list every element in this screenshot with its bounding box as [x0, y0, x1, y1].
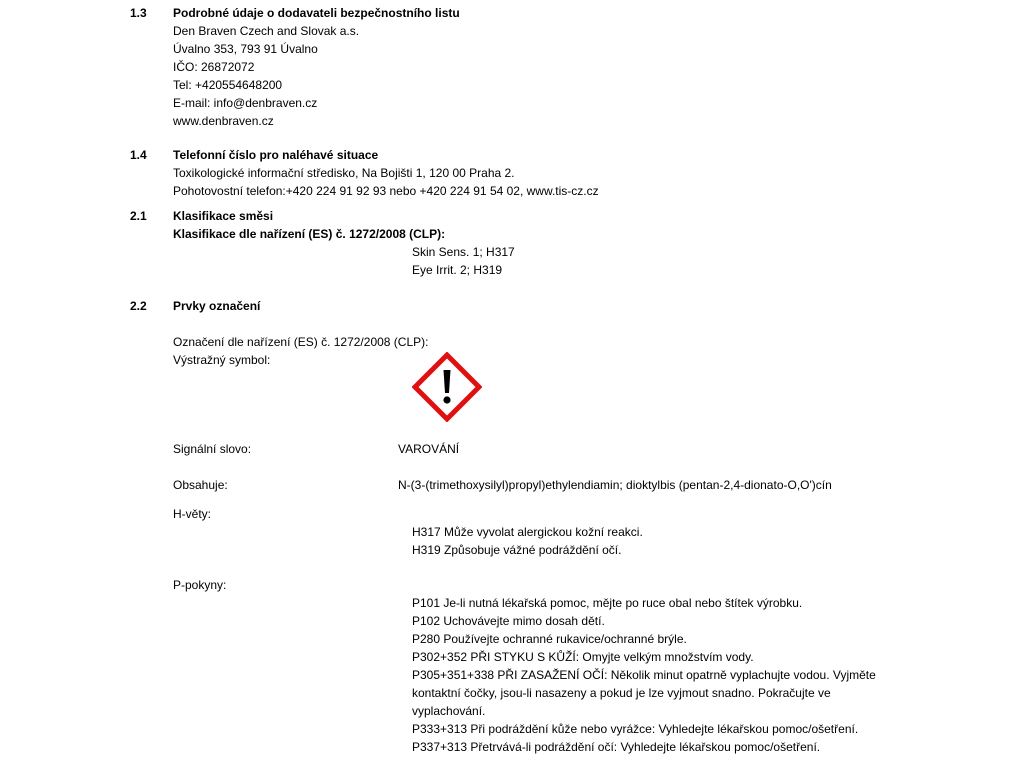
p-statements-label: P-pokyny:: [173, 578, 227, 592]
section-number: 1.3: [130, 6, 147, 20]
section-heading: Telefonní číslo pro naléhavé situace: [173, 148, 379, 162]
supplier-ico: IČO: 26872072: [173, 60, 255, 74]
signal-word-value: VAROVÁNÍ: [398, 442, 460, 456]
classification-subheading: Klasifikace dle nařízení (ES) č. 1272/2008 (CLP):: [173, 227, 446, 241]
emergency-phone: Pohotovostní telefon:+420 224 91 92 93 nebo +420 224 91 54 02, www.tis-cz.cz: [173, 184, 599, 198]
supplier-address: Úvalno 353, 793 91 Úvalno: [173, 42, 318, 56]
p-statement: P280 Používejte ochranné rukavice/ochranné brýle.: [412, 632, 687, 646]
classification-item: Eye Irrit. 2; H319: [412, 263, 503, 277]
p-statement: P305+351+338 PŘI ZASAŽENÍ OČÍ: Několik minut opatrně vyplachujte vodou. Vyjměte kontaktní čočky, jsou-li nasazeny a pokud je lze vyjmout snadno. Pokračujte ve vyplachování.: [412, 668, 876, 718]
p-statement: P302+352 PŘI STYKU S KŮŽÍ: Omyjte velkým množstvím vody.: [412, 650, 754, 664]
p-statement: P101 Je-li nutná lékařská pomoc, mějte po ruce obal nebo štítek výrobku.: [412, 596, 803, 610]
supplier-details: [173, 22, 359, 130]
symbol-label: Výstražný symbol:: [173, 353, 271, 367]
supplier-email: E-mail: info@denbraven.cz: [173, 96, 318, 110]
contains-label: Obsahuje:: [173, 478, 228, 492]
section-heading: Prvky označení: [173, 299, 261, 313]
classification-item: Skin Sens. 1; H317: [412, 245, 515, 259]
section-number: 1.4: [130, 148, 147, 162]
h-statement: H317 Může vyvolat alergickou kožní reakci.: [412, 525, 643, 539]
section-heading: Klasifikace směsi: [173, 209, 274, 223]
signal-word-label: Signální slovo:: [173, 442, 252, 456]
supplier-name: Den Braven Czech and Slovak a.s.: [173, 24, 360, 38]
h-statement: H319 Způsobuje vážné podráždění očí.: [412, 543, 622, 557]
section-number: 2.2: [130, 299, 147, 313]
regulation-label: Označení dle nařízení (ES) č. 1272/2008 (CLP):: [173, 335, 429, 349]
section-number: 2.1: [130, 209, 147, 223]
p-statements-list: [412, 594, 882, 756]
h-statements-list: [412, 523, 643, 559]
p-statement: P337+313 Přetrvává-li podráždění očí: Vyhledejte lékařskou pomoc/ošetření.: [412, 740, 821, 754]
toxicology-center: Toxikologické informační středisko, Na Bojišti 1, 120 00 Praha 2.: [173, 166, 515, 180]
supplier-phone: Tel: +420554648200: [173, 78, 283, 92]
ghs07-exclamation-icon: [412, 352, 482, 422]
p-statement: P333+313 Při podráždění kůže nebo vyrážce: Vyhledejte lékařskou pomoc/ošetření.: [412, 722, 859, 736]
p-statement: P102 Uchovávejte mimo dosah dětí.: [412, 614, 605, 628]
contains-value: N-(3-(trimethoxysilyl)propyl)ethylendiamin; dioktylbis (pentan-2,4-dionato-O,O')cín: [398, 478, 832, 492]
section-heading: Podrobné údaje o dodavateli bezpečnostního listu: [173, 6, 460, 20]
h-statements-label: H-věty:: [173, 507, 212, 521]
classification-list: [412, 243, 515, 279]
emergency-contacts: [173, 164, 599, 200]
supplier-website: www.denbraven.cz: [173, 114, 274, 128]
